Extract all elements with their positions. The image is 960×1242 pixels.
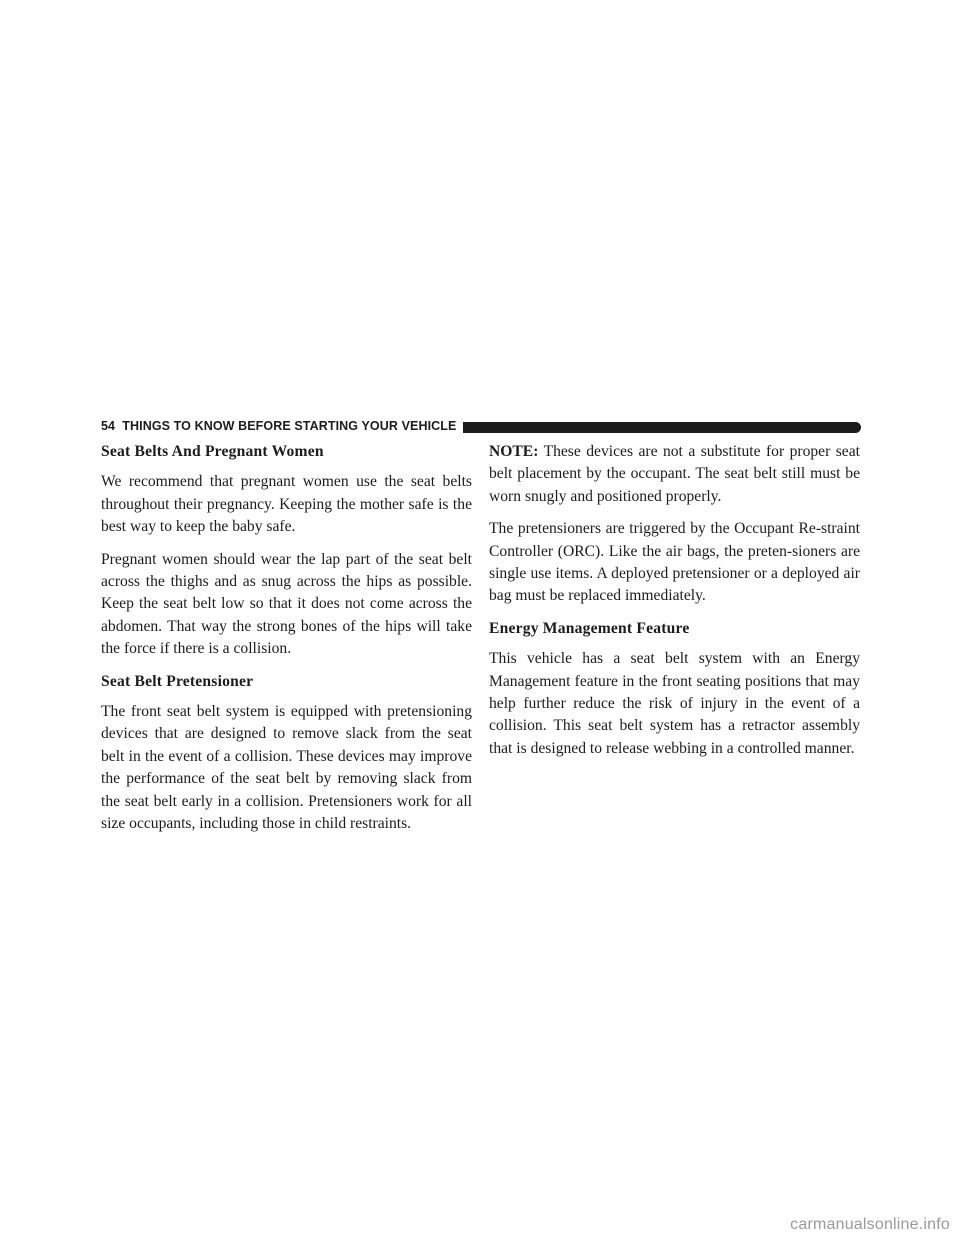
page-number: 54: [101, 419, 116, 433]
paragraph-energy-management: This vehicle has a seat belt system with an Energy Management feature in the front seating positions that may help further reduce the risk of injury in the event of a collision. This seat belt system has a retractor assembly that is designed to release webbing in a controlled manner.: [489, 650, 860, 757]
note-label: NOTE:: [489, 443, 539, 460]
watermark-text: carmanualsonline.info: [790, 1216, 950, 1233]
paragraph-recommend: We recommend that pregnant women use the seat belts throughout their pregnancy. Keeping the mother safe is the best way to keep the baby safe.: [101, 473, 472, 536]
note-text: These devices are not a substitute for proper seat belt placement by the occupant. The seat belt still must be worn snugly and positioned properly.: [489, 443, 860, 505]
paragraph-orc: The pretensioners are triggered by the Occupant Re-straint Controller (ORC). Like the air bags, the preten-sioners are single use items. A deployed pretensioner or a deployed air bag must be replaced immediately.: [489, 520, 860, 605]
left-column: [101, 441, 472, 846]
heading-energy-management: Energy Management Feature: [489, 619, 690, 637]
header-text: [101, 419, 456, 433]
section-title: THINGS TO KNOW BEFORE STARTING YOUR VEHICLE: [122, 419, 457, 433]
paragraph-pretensioner: The front seat belt system is equipped with pretensioning devices that are designed to remove slack from the seat belt in the event of a collision. These devices may improve the performance of the seat belt by removing slack from the seat belt early in a collision. Pretensioners work for all size occupants, including those in child restraints.: [101, 703, 472, 833]
heading-pretensioner: Seat Belt Pretensioner: [101, 672, 254, 690]
page-header: [101, 416, 861, 436]
heading-pregnant-women: Seat Belts And Pregnant Women: [101, 443, 324, 460]
right-column: [489, 441, 860, 770]
header-rule-bar: [463, 422, 861, 433]
paragraph-lap-belt: Pregnant women should wear the lap part of the seat belt across the thighs and as snug across the hips as possible. Keep the seat belt low so that it does not come across the abdomen. That way the strong bones of the hips will take the force if there is a collision.: [101, 550, 472, 658]
note-paragraph: [489, 441, 860, 508]
